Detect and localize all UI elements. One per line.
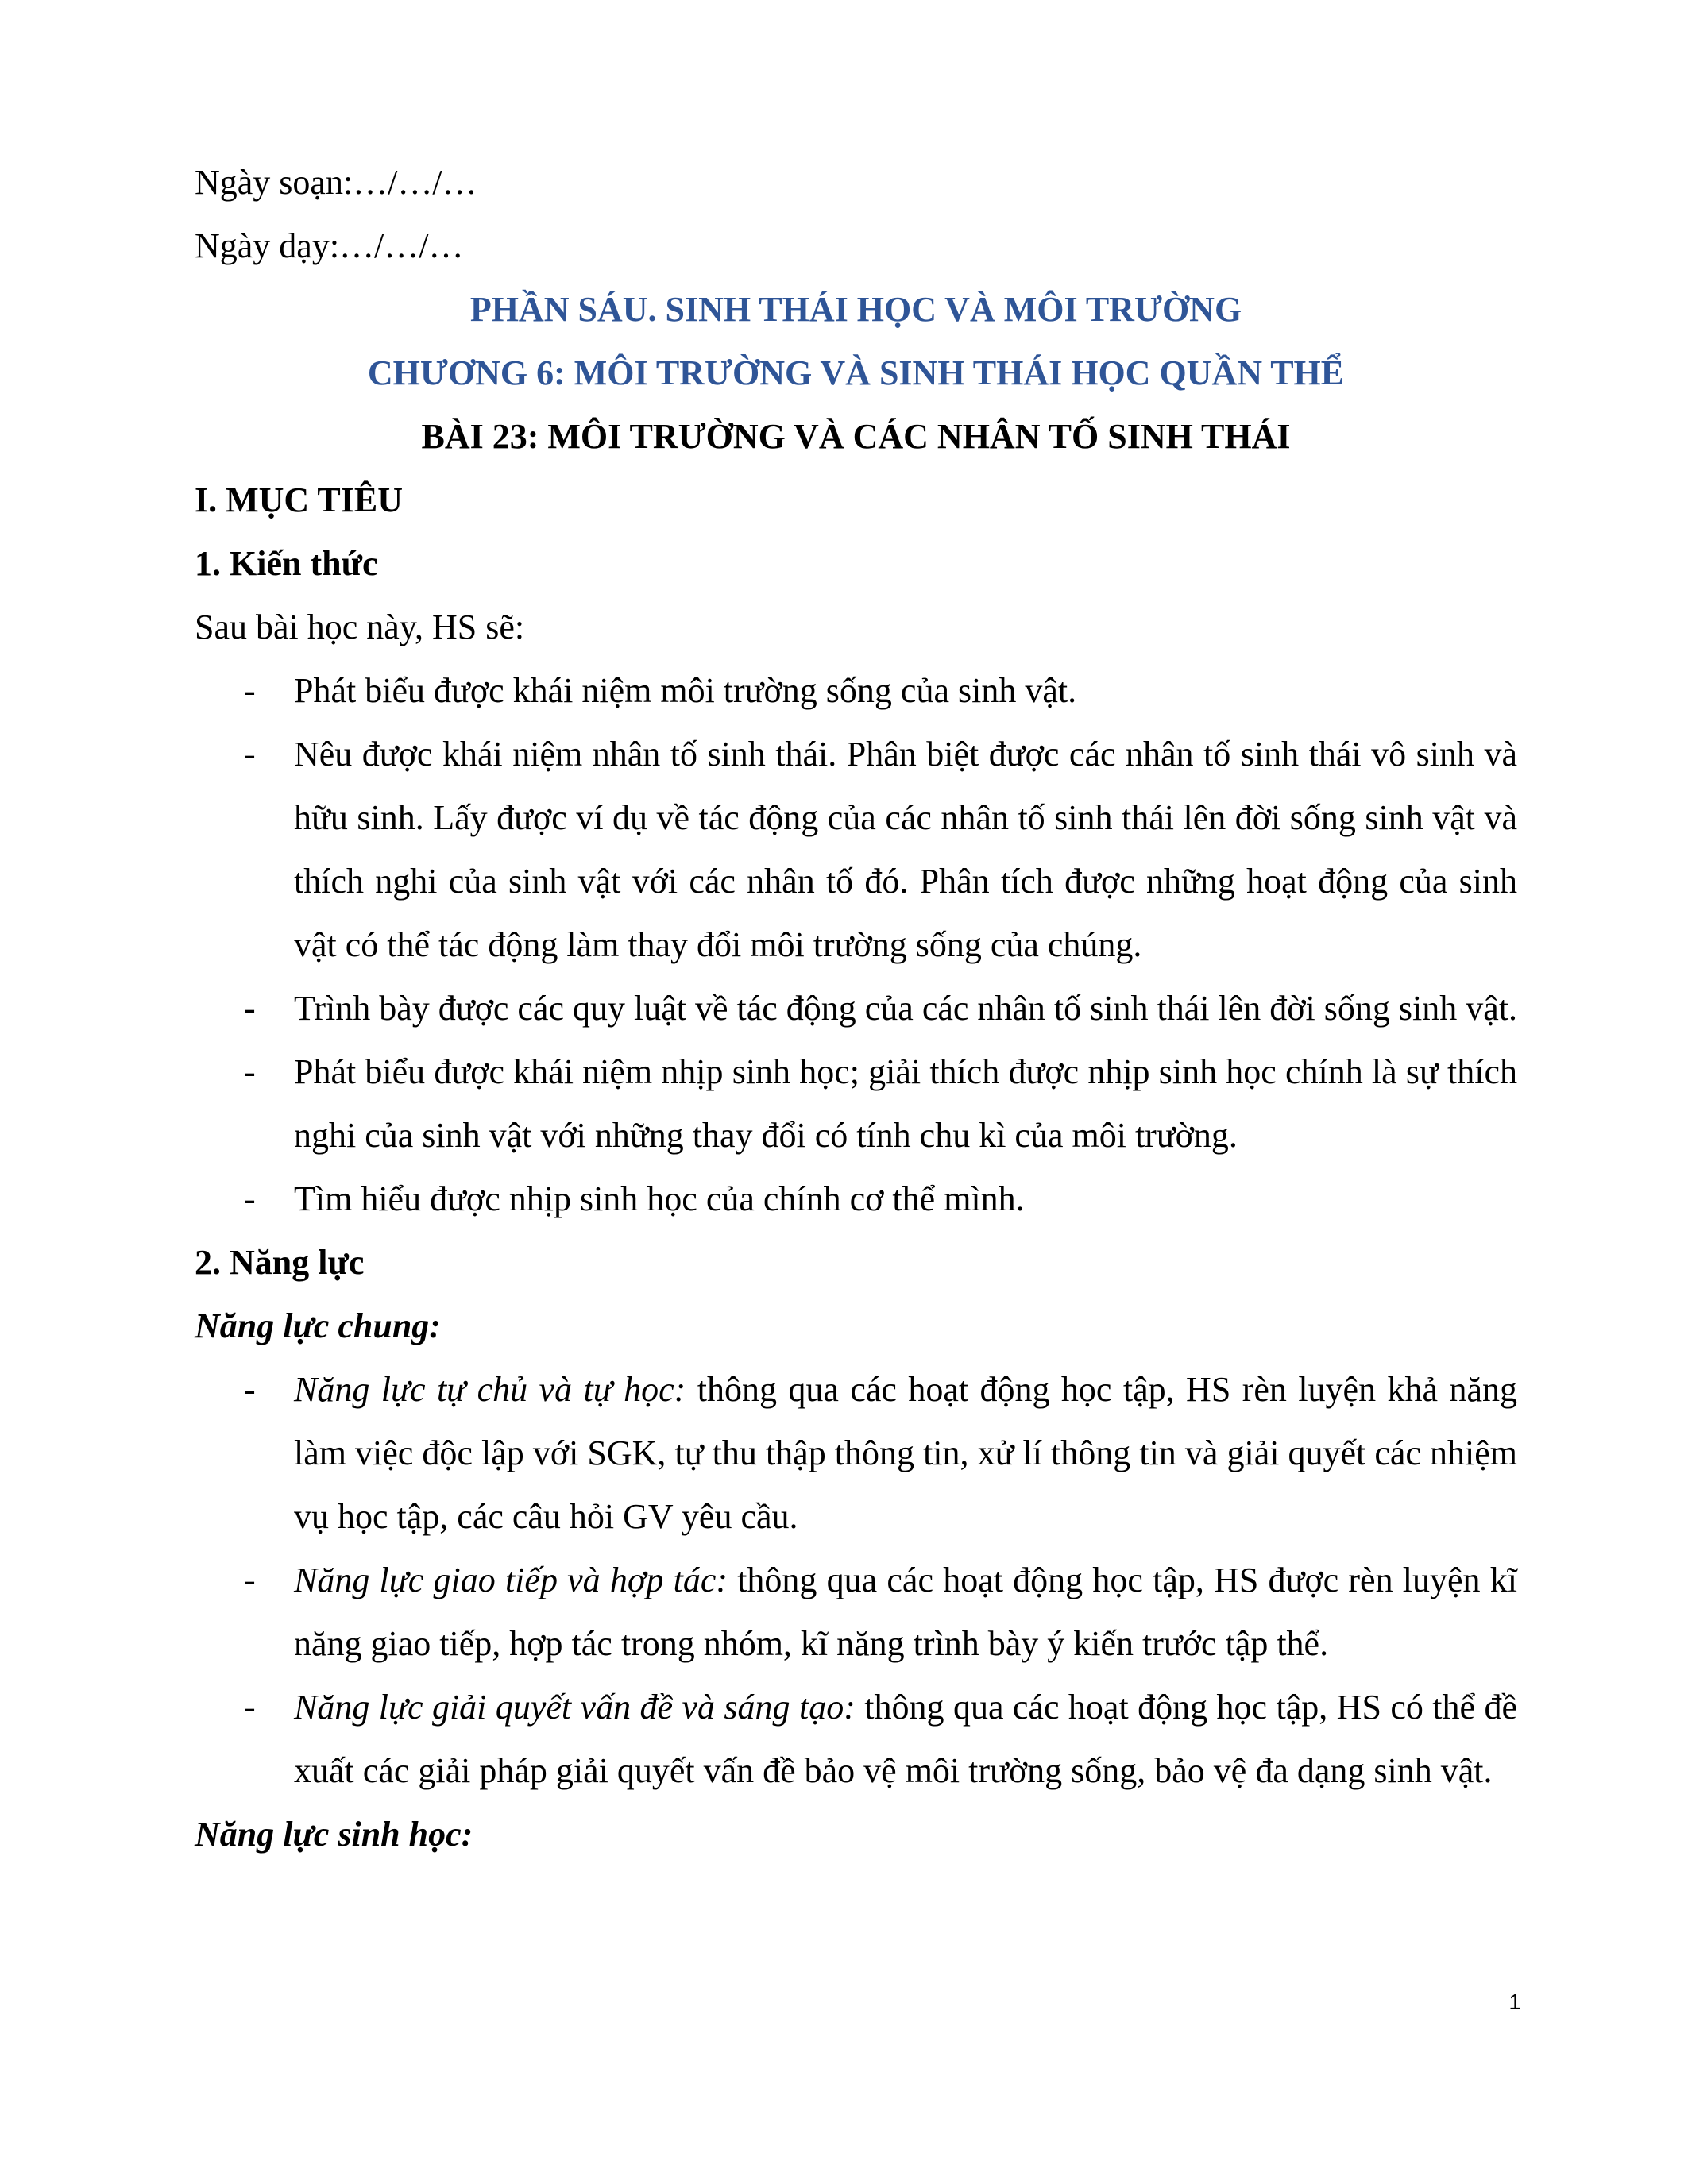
prepared-date: Ngày soạn:…/…/… bbox=[195, 163, 477, 202]
competence-label: Năng lực giao tiếp và hợp tác: bbox=[294, 1561, 728, 1599]
subheading-knowledge: 1. Kiến thức bbox=[195, 544, 378, 583]
competence-item bbox=[195, 1676, 1517, 1803]
teaching-date: Ngày dạy:…/…/… bbox=[195, 226, 464, 265]
general-competence-heading: Năng lực chung: bbox=[195, 1306, 441, 1345]
competence-item bbox=[195, 1358, 1517, 1549]
page-number: 1 bbox=[1508, 1989, 1521, 2014]
competence-label: Năng lực giải quyết vấn đề và sáng tạo: bbox=[294, 1688, 856, 1727]
knowledge-item: - Tìm hiểu được nhịp sinh học của chính cơ thể mình. bbox=[195, 1167, 1517, 1231]
page-content bbox=[195, 151, 1517, 1866]
knowledge-item: - Nêu được khái niệm nhân tố sinh thái. Phân biệt được các nhân tố sinh thái vô sinh và hữu sinh. Lấy được ví dụ về tác động của các nhân tố sinh thái lên đời sống sinh vật và thích nghi của sinh vật với các nhân tố đó. Phân tích được những hoạt động của sinh vật có thể tác động làm thay đổi môi trường sống của chúng. bbox=[195, 723, 1517, 977]
competence-text: thông qua các hoạt động học tập, HS có thể đề xuất các giải pháp giải quyết vấn đề bảo vệ môi trường sống, bảo vệ đa dạng sinh vật. bbox=[294, 1688, 1518, 1790]
knowledge-list bbox=[195, 659, 1517, 1231]
competence-item bbox=[195, 1549, 1517, 1676]
knowledge-item: - Phát biểu được khái niệm nhịp sinh học; giải thích được nhịp sinh học chính là sự thích nghi của sinh vật với những thay đổi có tính chu kì của môi trường. bbox=[195, 1040, 1517, 1167]
knowledge-item: - Phát biểu được khái niệm môi trường sống của sinh vật. bbox=[195, 659, 1517, 723]
knowledge-intro: Sau bài học này, HS sẽ: bbox=[195, 608, 525, 646]
lesson-title: BÀI 23: MÔI TRƯỜNG VÀ CÁC NHÂN TỐ SINH THÁI bbox=[421, 417, 1291, 456]
biology-competence-heading: Năng lực sinh học: bbox=[195, 1815, 473, 1854]
general-competence-list bbox=[195, 1358, 1517, 1803]
competence-text: thông qua các hoạt động học tập, HS rèn luyện khả năng làm việc độc lập với SGK, tự thu thập thông tin, xử lí thông tin và giải quyết các nhiệm vụ học tập, các câu hỏi GV yêu cầu. bbox=[294, 1370, 1517, 1536]
chapter-title: CHƯƠNG 6: MÔI TRƯỜNG VÀ SINH THÁI HỌC QUẦN THỂ bbox=[367, 353, 1345, 392]
knowledge-item: - Trình bày được các quy luật về tác động của các nhân tố sinh thái lên đời sống sinh vật. bbox=[195, 977, 1517, 1040]
section-heading-objectives: I. MỤC TIÊU bbox=[195, 480, 404, 519]
part-title: PHẦN SÁU. SINH THÁI HỌC VÀ MÔI TRƯỜNG bbox=[469, 290, 1242, 329]
competence-text: thông qua các hoạt động học tập, HS được rèn luyện kĩ năng giao tiếp, hợp tác trong nhóm, kĩ năng trình bày ý kiến trước tập thể. bbox=[294, 1561, 1517, 1663]
subheading-competence: 2. Năng lực bbox=[195, 1243, 365, 1282]
competence-label: Năng lực tự chủ và tự học: bbox=[294, 1370, 686, 1409]
